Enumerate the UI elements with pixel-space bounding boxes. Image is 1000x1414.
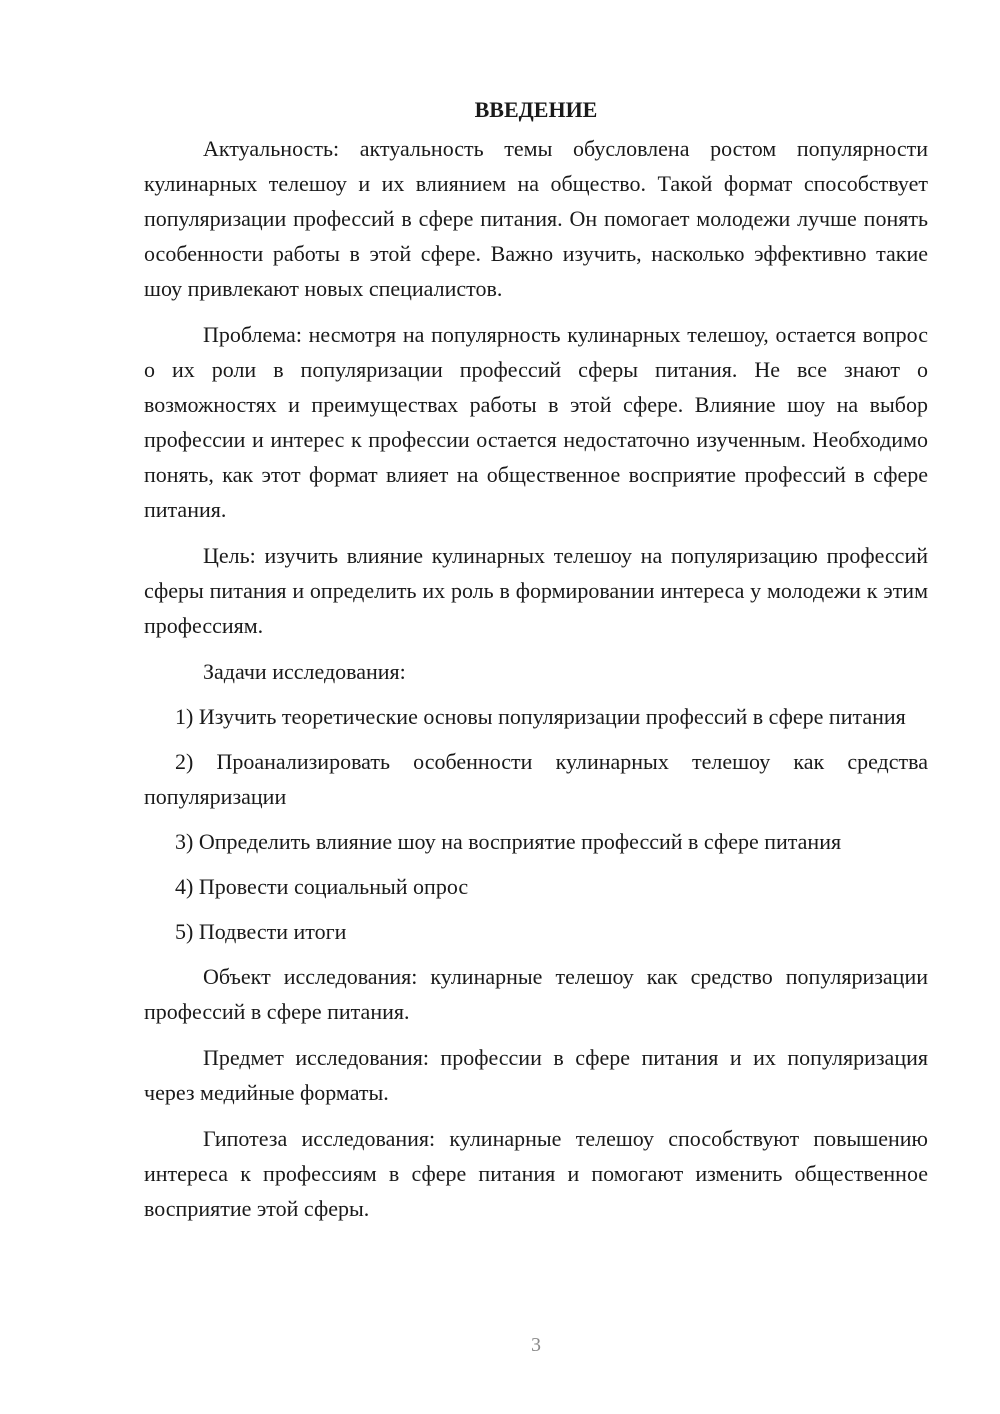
tasks-heading: Задачи исследования: <box>203 659 406 684</box>
task-item: 2) Проанализировать особенности кулинарных телешоу как средства популяризации <box>144 749 928 809</box>
page-title: ВВЕДЕНИЕ <box>474 97 598 122</box>
subject-paragraph: Предмет исследования: профессии в сфере питания и их популяризация через медийные форматы. <box>144 1045 928 1105</box>
object-paragraph: Объект исследования: кулинарные телешоу как средство популяризации профессий в сфере питания. <box>144 964 928 1024</box>
task-item: 3) Определить влияние шоу на восприятие профессий в сфере питания <box>175 829 842 854</box>
task-item: 5) Подвести итоги <box>175 919 347 944</box>
task-item: 1) Изучить теоретические основы популяризации профессий в сфере питания <box>175 704 906 729</box>
problem-paragraph: Проблема: несмотря на популярность кулинарных телешоу, остается вопрос о их роли в популяризации профессий сферы питания. Не все знают о возможностях и преимуществах работы в этой сфере. Влияние шоу на выбор профессии и интерес к профессии остается недостаточно изученным. Необходимо понять, как этот формат влияет на общественное восприятие профессий в сфере питания. <box>144 322 928 522</box>
goal-paragraph: Цель: изучить влияние кулинарных телешоу на популяризацию профессий сферы питания и определить их роль в формировании интереса у молодежи к этим профессиям. <box>144 543 928 638</box>
hypothesis-paragraph: Гипотеза исследования: кулинарные телешоу способствуют повышению интереса к профессиям в сфере питания и помогают изменить общественное восприятие этой сферы. <box>144 1126 928 1221</box>
relevance-paragraph: Актуальность: актуальность темы обусловлена ростом популярности кулинарных телешоу и их влиянием на общество. Такой формат способствует популяризации профессий в сфере питания. Он помогает молодежи лучше понять особенности работы в этой сфере. Важно изучить, насколько эффективно такие шоу привлекают новых специалистов. <box>144 136 928 301</box>
document-page <box>144 92 928 1237</box>
page-number: 3 <box>531 1334 541 1356</box>
task-item: 4) Провести социальный опрос <box>175 874 469 899</box>
